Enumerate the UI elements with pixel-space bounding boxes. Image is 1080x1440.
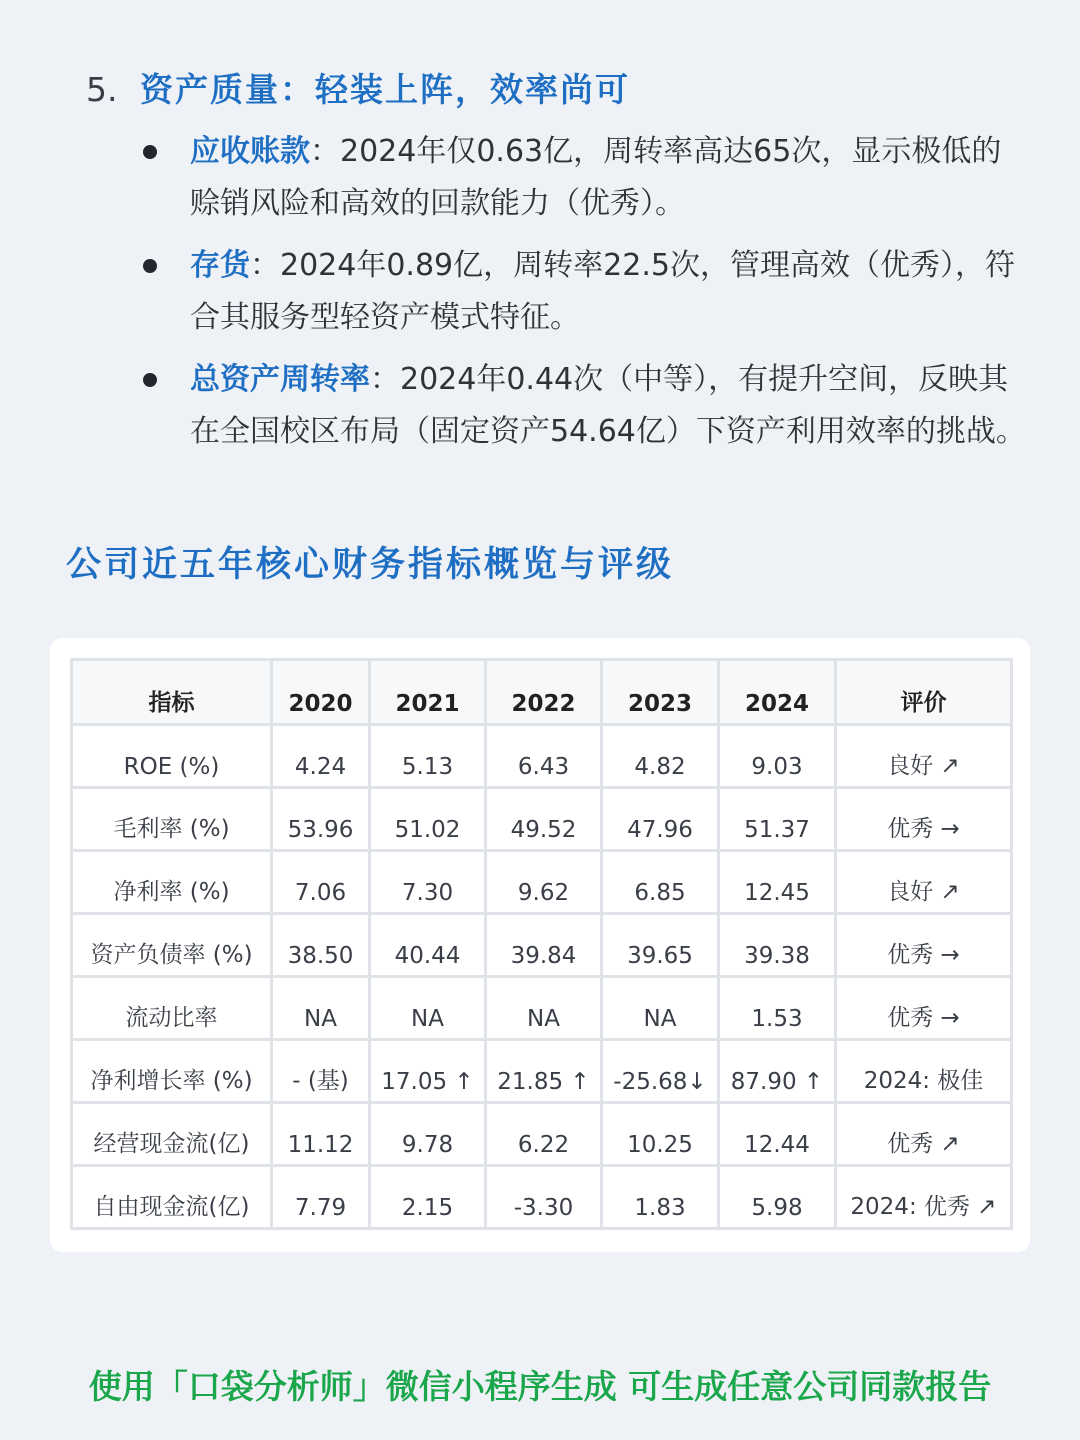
table-cell: -25.68↓ [602, 1040, 719, 1103]
table-cell: 6.22 [486, 1103, 602, 1166]
table-title: 公司近五年核心财务指标概览与评级 [66, 545, 675, 585]
table-cell: 良好 ↗ [836, 851, 1012, 914]
table-cell: 1.53 [719, 977, 836, 1040]
section-number: 5. [86, 70, 118, 109]
table-cell: NA [272, 977, 370, 1040]
header-cell: 评价 [836, 660, 1012, 725]
table-cell: 9.78 [370, 1103, 486, 1166]
bullet-term: 总资产周转率 [190, 362, 370, 397]
table-cell: 39.38 [719, 914, 836, 977]
table-cell: 优秀 → [836, 788, 1012, 851]
table-cell: ROE (%) [72, 725, 272, 788]
table-cell: -3.30 [486, 1166, 602, 1229]
table-cell: 17.05 ↑ [370, 1040, 486, 1103]
section-heading [86, 66, 630, 114]
table-cell: 11.12 [272, 1103, 370, 1166]
table-cell: 经营现金流(亿) [72, 1103, 272, 1166]
table-cell: 4.24 [272, 725, 370, 788]
table-cell: 5.98 [719, 1166, 836, 1229]
table-cell: NA [602, 977, 719, 1040]
table-row [72, 977, 1012, 1040]
table-cell: 2024: 极佳 [836, 1040, 1012, 1103]
table-card [50, 638, 1030, 1252]
table-cell: 21.85 ↑ [486, 1040, 602, 1103]
table-cell: 53.96 [272, 788, 370, 851]
table-cell: 51.02 [370, 788, 486, 851]
header-cell: 指标 [72, 660, 272, 725]
table-cell: 7.30 [370, 851, 486, 914]
header-cell: 2023 [602, 660, 719, 725]
table-cell: 7.79 [272, 1166, 370, 1229]
table-cell: 资产负债率 (%) [72, 914, 272, 977]
bullet-dot-icon [143, 145, 157, 159]
table-cell: 9.03 [719, 725, 836, 788]
table-cell: 良好 ↗ [836, 725, 1012, 788]
table-row [72, 1103, 1012, 1166]
table-cell: 4.82 [602, 725, 719, 788]
table-cell: 10.25 [602, 1103, 719, 1166]
table-cell: 87.90 ↑ [719, 1040, 836, 1103]
table-cell: 2.15 [370, 1166, 486, 1229]
table-row [72, 788, 1012, 851]
table-row [72, 914, 1012, 977]
table-cell: 流动比率 [72, 977, 272, 1040]
table-header-row [72, 660, 1012, 725]
table-row [72, 1040, 1012, 1103]
table-cell: 38.50 [272, 914, 370, 977]
table-cell: 毛利率 (%) [72, 788, 272, 851]
table-cell: 49.52 [486, 788, 602, 851]
bullet-item-asset-turnover [140, 354, 1030, 458]
header-cell: 2021 [370, 660, 486, 725]
table-cell: 12.44 [719, 1103, 836, 1166]
bullet-term: 应收账款 [190, 134, 310, 169]
header-cell: 2024 [719, 660, 836, 725]
bullet-text: ：2024年0.44次（中等），有提升空间，反映其在全国校区布局（固定资产54.64亿）下资产利用效率的挑战。 [190, 362, 1026, 449]
header-cell: 2020 [272, 660, 370, 725]
header-cell: 2022 [486, 660, 602, 725]
bullet-item-inventory [140, 240, 1030, 344]
table-cell: 40.44 [370, 914, 486, 977]
table-cell: 净利率 (%) [72, 851, 272, 914]
table-cell: 51.37 [719, 788, 836, 851]
bullet-text: ：2024年0.89亿，周转率22.5次，管理高效（优秀），符合其服务型轻资产模式特征。 [190, 248, 1015, 335]
bullet-term: 存货 [190, 248, 250, 283]
footer-promo: 使用「口袋分析师」微信小程序生成 可生成任意公司同款报告 [88, 1367, 992, 1406]
bullet-text: ：2024年仅0.63亿，周转率高达65次，显示极低的赊销风险和高效的回款能力（优秀）。 [190, 134, 1002, 221]
table-cell: 7.06 [272, 851, 370, 914]
table-cell: 39.84 [486, 914, 602, 977]
table-row [72, 851, 1012, 914]
financial-table [70, 658, 1013, 1230]
table-cell: 优秀 → [836, 977, 1012, 1040]
table-cell: 6.85 [602, 851, 719, 914]
table-cell: 39.65 [602, 914, 719, 977]
table-cell: 6.43 [486, 725, 602, 788]
table-row [72, 725, 1012, 788]
table-cell: 1.83 [602, 1166, 719, 1229]
table-cell: NA [486, 977, 602, 1040]
bullet-item-receivables [140, 126, 1030, 230]
table-cell: 47.96 [602, 788, 719, 851]
table-cell: 2024: 优秀 ↗ [836, 1166, 1012, 1229]
bullet-dot-icon [143, 373, 157, 387]
table-cell: - (基) [272, 1040, 370, 1103]
table-cell: 自由现金流(亿) [72, 1166, 272, 1229]
table-row [72, 1166, 1012, 1229]
bullet-list [140, 126, 1030, 468]
table-cell: 5.13 [370, 725, 486, 788]
bullet-dot-icon [143, 259, 157, 273]
table-cell: NA [370, 977, 486, 1040]
table-cell: 优秀 ↗ [836, 1103, 1012, 1166]
table-cell: 优秀 → [836, 914, 1012, 977]
table-cell: 净利增长率 (%) [72, 1040, 272, 1103]
table-cell: 9.62 [486, 851, 602, 914]
section-title: 资产质量：轻装上阵，效率尚可 [140, 70, 630, 109]
table-cell: 12.45 [719, 851, 836, 914]
